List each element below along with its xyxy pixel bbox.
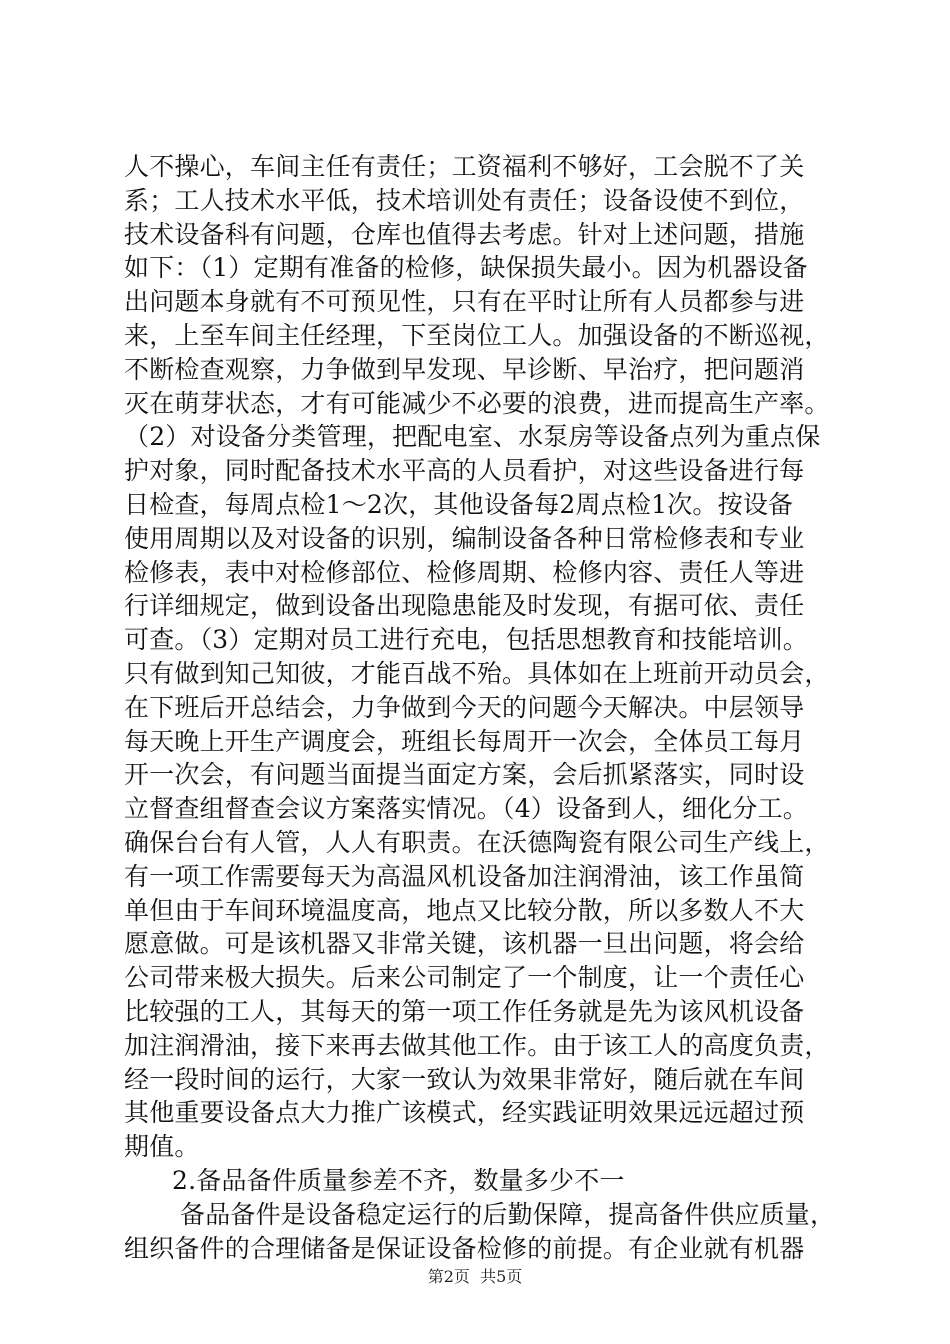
- paragraph-line: 不断检查观察，力争做到早发现、早诊断、早治疗，把问题消: [124, 354, 805, 384]
- page-footer: [0, 1264, 950, 1287]
- paragraph-line: 可查。（3）定期对员工进行充电，包括思想教育和技能培训。: [124, 625, 809, 655]
- paragraph-line: 单但由于车间环境温度高，地点又比较分散，所以多数人不大: [124, 895, 805, 925]
- paragraph-line: 人不操心，车间主任有责任；工资福利不够好，工会脱不了关: [124, 152, 805, 181]
- paragraph-line: 开一次会，有问题当面提当面定方案，会后抓紧落实，同时设: [124, 760, 805, 790]
- paragraph-line: 护对象，同时配备技术水平高的人员看护，对这些设备进行每: [124, 456, 805, 486]
- paragraph-line: 系；工人技术水平低，技术培训处有责任；设备设使不到位，: [124, 185, 805, 215]
- paragraph-line: 来，上至车间主任经理，下至岗位工人。加强设备的不断巡视，: [124, 320, 830, 350]
- paragraph-line: 其他重要设备点大力推广该模式，经实践证明效果远远超过预: [124, 1098, 805, 1128]
- paragraph-line: 只有做到知己知彼，才能百战不殆。具体如在上班前开动员会，: [124, 658, 830, 688]
- paragraph-line: 如下：（1）定期有准备的检修，缺保损失最小。因为机器设备: [124, 253, 809, 283]
- paragraph-line: 期值。: [124, 1132, 200, 1162]
- paragraph-line: 在下班后开总结会，力争做到今天的问题今天解决。中层领导: [124, 692, 805, 722]
- document-body: [124, 150, 844, 1265]
- paragraph-line: 检修表，表中对检修部位、检修周期、检修内容、责任人等进: [124, 557, 805, 587]
- paragraph-line: 灭在萌芽状态，才有可能减少不必要的浪费，进而提高生产率。: [124, 388, 830, 418]
- paragraph-line: 公司带来极大损失。后来公司制定了一个制度，让一个责任心: [124, 963, 805, 993]
- paragraph-line: 确保台台有人管，人人有职责。在沃德陶瓷有限公司生产线上，: [124, 827, 830, 857]
- paragraph-line: 技术设备科有问题，仓库也值得去考虑。针对上述问题，措施: [124, 219, 805, 249]
- paragraph-line: 每天晚上开生产调度会，班组长每周开一次会，全体员工每月: [124, 726, 805, 756]
- paragraph-line: （2）对设备分类管理，把配电室、水泵房等设备点列为重点保: [124, 422, 821, 452]
- paragraph-line: 立督查组督查会议方案落实情况。（4）设备到人，细化分工。: [124, 794, 809, 824]
- paragraph-line: 有一项工作需要每天为高温风机设备加注润滑油，该工作虽简: [124, 861, 805, 891]
- paragraph-line: 行详细规定，做到设备出现隐患能及时发现，有据可依、责任: [124, 591, 805, 621]
- paragraph-line: 愿意做。可是该机器又非常关键，该机器一旦出问题，将会给: [124, 929, 805, 959]
- paragraph-line: 出问题本身就有不可预见性，只有在平时让所有人员都参与进: [124, 287, 805, 317]
- paragraph-line: 日检查，每周点检1～2次，其他设备每2周点检1次。按设备: [124, 489, 794, 519]
- section-line: 备品备件是设备稳定运行的后勤保障，提高备件供应质量，: [180, 1199, 836, 1229]
- section-line: 组织备件的合理储备是保证设备检修的前提。有企业就有机器: [124, 1233, 805, 1263]
- paragraph-line: 比较强的工人，其每天的第一项工作任务就是先为该风机设备: [124, 996, 805, 1026]
- paragraph-line: 使用周期以及对设备的识别，编制设备各种日常检修表和专业: [124, 523, 805, 553]
- paragraph-line: 经一段时间的运行，大家一致认为效果非常好，随后就在车间: [124, 1064, 805, 1094]
- page-number: 第2页 共5页: [427, 1267, 523, 1286]
- section-heading: 2.备品备件质量参差不齐，数量多少不一: [172, 1165, 625, 1195]
- paragraph-line: 加注润滑油，接下来再去做其他工作。由于该工人的高度负责，: [124, 1030, 830, 1060]
